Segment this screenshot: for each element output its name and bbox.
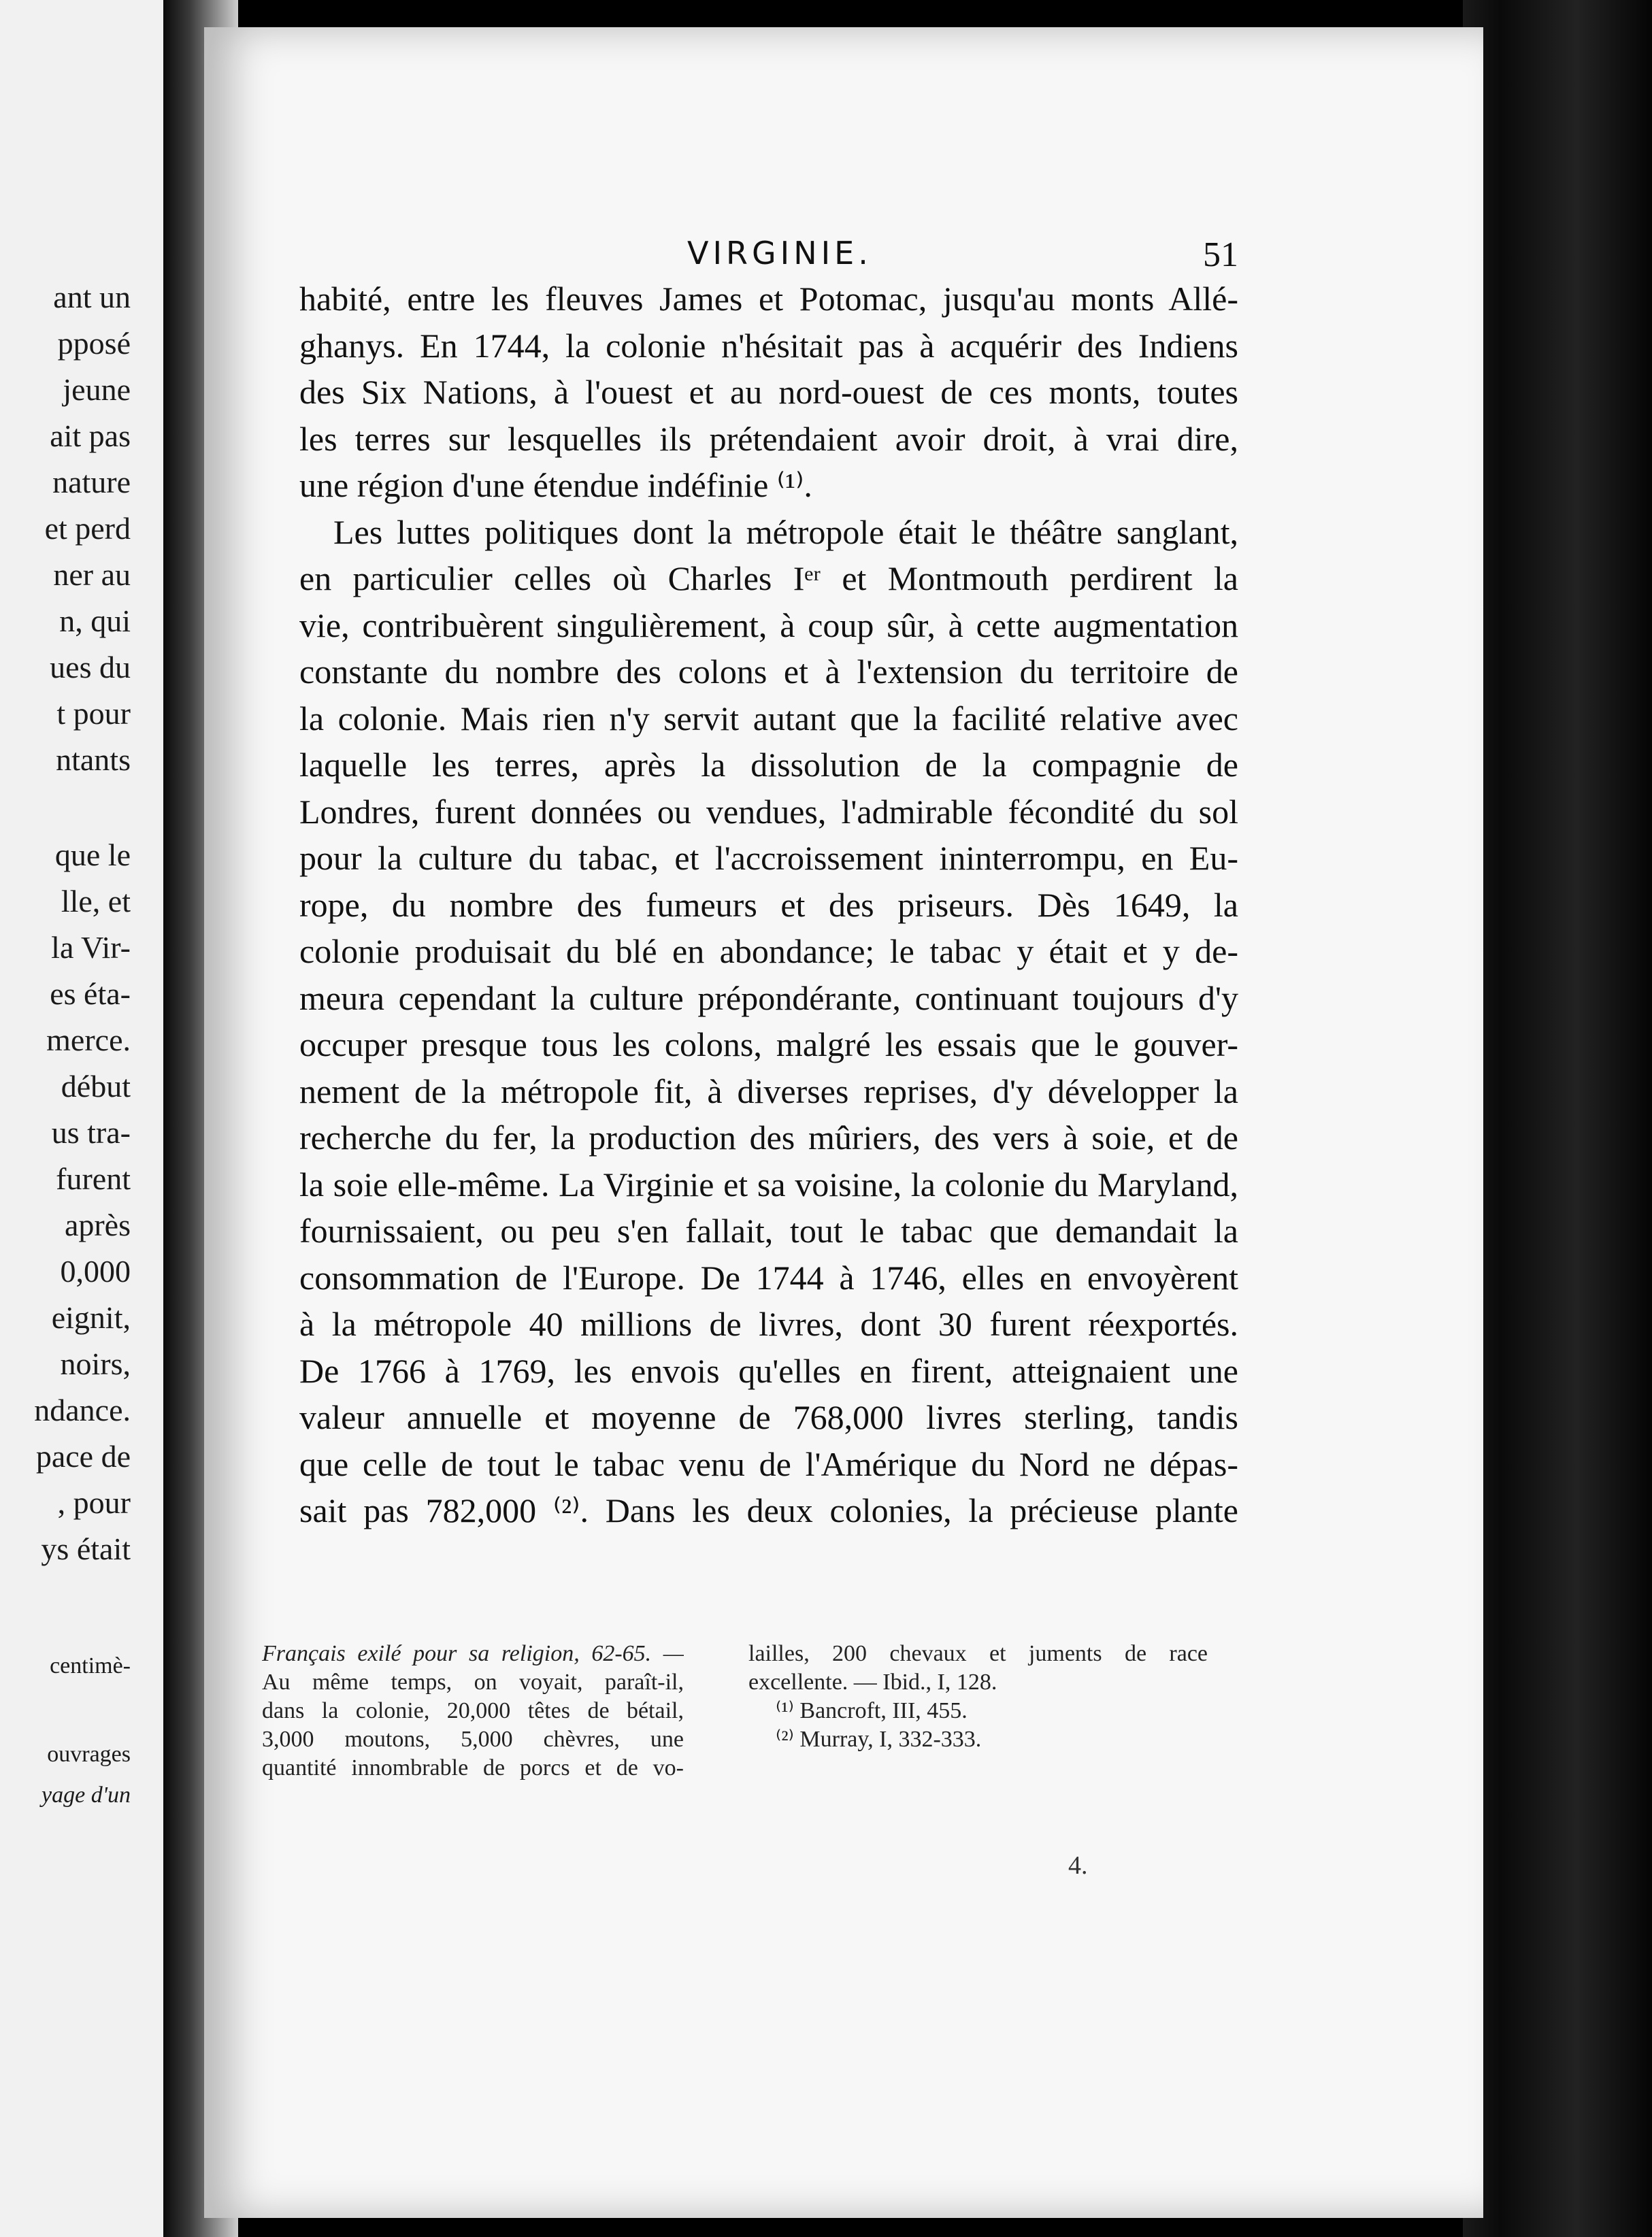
left-page-fragment: nature [52, 465, 131, 499]
left-page-fragment: la Vir- [51, 930, 131, 965]
footnote-line: Français exilé pour sa religion, 62-65. — [262, 1641, 684, 1666]
text-line: occuper presque tous les colons, malgré les essais que le gouver- [299, 1025, 1238, 1063]
text-line: colonie produisait du blé en abondance; le tabac y était et y de- [299, 932, 1238, 970]
text-line: recherche du fer, la production des mûriers, des vers à soie, et de [299, 1118, 1238, 1157]
running-header [299, 235, 1238, 276]
left-page-fragment: ntants [56, 742, 131, 777]
left-page-fragment: ouvrages [47, 1742, 131, 1767]
left-page-fragment: es éta- [50, 976, 131, 1011]
text-line: nement de la métropole fit, à diverses reprises, d'y développer la [299, 1072, 1238, 1110]
left-page-fragment: t pour [56, 696, 131, 731]
text-line: en particulier celles où Charles Iᵉʳ et Montmouth perdirent la [299, 559, 1238, 597]
text-line: habité, entre les fleuves James et Potomac, jusqu'au monts Allé- [299, 280, 1238, 318]
left-page-fragment: noirs, [60, 1346, 131, 1381]
text-line: Les luttes politiques dont la métropole était le théâtre sanglant, [333, 512, 1238, 551]
left-page-fragment: début [61, 1069, 131, 1104]
left-page-fragment: ndance. [34, 1393, 131, 1427]
left-page-fragment: que le [54, 838, 131, 872]
left-page-fragment: us tra- [51, 1115, 131, 1150]
left-page-fragment: centimè- [50, 1653, 131, 1678]
body-text [299, 276, 1238, 1534]
left-page-fragment: ant un [53, 280, 131, 314]
signature-mark: 4. [1068, 1851, 1088, 1880]
text-line: une région d'une étendue indéfinie ⁽¹⁾. [299, 466, 812, 504]
left-page-fragment: merce. [46, 1023, 131, 1057]
text-line: à la métropole 40 millions de livres, dont 30 furent réexportés. [299, 1305, 1238, 1343]
left-page-fragment: ner au [53, 557, 131, 592]
footnote-column-right [748, 1640, 1208, 1754]
text-line: ghanys. En 1744, la colonie n'hésitait pas à acquérir des Indiens [299, 326, 1238, 365]
text-line: pour la culture du tabac, et l'accroissement ininterrompu, en Eu- [299, 839, 1238, 877]
left-page-fragment: jeune [63, 372, 131, 407]
text-line: Londres, furent données ou vendues, l'admirable fécondité du sol [299, 792, 1238, 831]
left-page-fragment: lle, et [61, 884, 131, 918]
book-edge [1463, 0, 1652, 2237]
text-line: fournissaient, ou peu s'en fallait, tout le tabac que demandait la [299, 1212, 1238, 1250]
text-line: vie, contribuèrent singulièrement, à coup sûr, à cette augmentation [299, 606, 1238, 644]
left-page-fragment: ys était [41, 1531, 131, 1566]
footnote-line: quantité innombrable de porcs et de vo- [262, 1755, 684, 1780]
text-line: valeur annuelle et moyenne de 768,000 livres sterling, tandis [299, 1398, 1238, 1436]
text-line: laquelle les terres, après la dissolution de la compagnie de [299, 746, 1238, 784]
text-line: constante du nombre des colons et à l'extension du territoire de [299, 652, 1238, 691]
text-line: meura cependant la culture prépondérante, continuant toujours d'y [299, 978, 1238, 1017]
previous-page-fragment [0, 0, 163, 2237]
footnote-column-left [262, 1640, 684, 1783]
left-page-fragment: pace de [35, 1439, 131, 1474]
left-page-fragment: pposé [57, 326, 131, 361]
footnote-line: lailles, 200 chevaux et juments de race [748, 1641, 1208, 1666]
text-line: les terres sur lesquelles ils prétendaient avoir droit, à vrai dire, [299, 419, 1238, 458]
text-line: la soie elle-même. La Virginie et sa voisine, la colonie du Maryland, [299, 1165, 1238, 1204]
footnote-line: dans la colonie, 20,000 têtes de bétail, [262, 1698, 684, 1723]
left-page-fragment: 0,000 [60, 1254, 131, 1289]
left-page-fragment: eignit, [51, 1300, 131, 1335]
footnotes [262, 1640, 1208, 1817]
text-line: des Six Nations, à l'ouest et au nord-ouest de ces monts, toutes [299, 373, 1238, 411]
text-line: sait pas 782,000 ⁽²⁾. Dans les deux colonies, la précieuse plante [299, 1491, 1238, 1529]
left-page-fragment: n, qui [59, 603, 131, 638]
left-page-fragment: et perd [44, 511, 131, 546]
left-page-fragment: ues du [50, 650, 131, 684]
left-page-fragment: , pour [57, 1485, 131, 1520]
left-page-fragment: ait pas [50, 418, 131, 453]
text-line: que celle de tout le tabac venu de l'Amérique du Nord ne dépas- [299, 1444, 1238, 1483]
left-page-fragment: furent [56, 1161, 131, 1196]
text-line: la colonie. Mais rien n'y servit autant que la facilité relative avec [299, 699, 1238, 738]
footnote-line: 3,000 moutons, 5,000 chèvres, une [262, 1727, 684, 1752]
footnote-line: ⁽¹⁾ Bancroft, III, 455. [776, 1698, 968, 1723]
footnote-line: excellente. — Ibid., I, 128. [748, 1670, 997, 1695]
text-line: consommation de l'Europe. De 1744 à 1746, elles en envoyèrent [299, 1258, 1238, 1297]
left-page-fragment: yage d'un [42, 1783, 131, 1808]
page-number: 51 [1203, 235, 1238, 274]
text-line: rope, du nombre des fumeurs et des priseurs. Dès 1649, la [299, 885, 1238, 924]
text-line: De 1766 à 1769, les envois qu'elles en firent, atteignaient une [299, 1351, 1238, 1390]
footnote-line: Au même temps, on voyait, paraît-il, [262, 1670, 684, 1695]
left-page-fragment: après [64, 1208, 131, 1242]
running-title: VIRGINIE. [687, 235, 872, 271]
footnote-line: ⁽²⁾ Murray, I, 332-333. [776, 1727, 982, 1752]
